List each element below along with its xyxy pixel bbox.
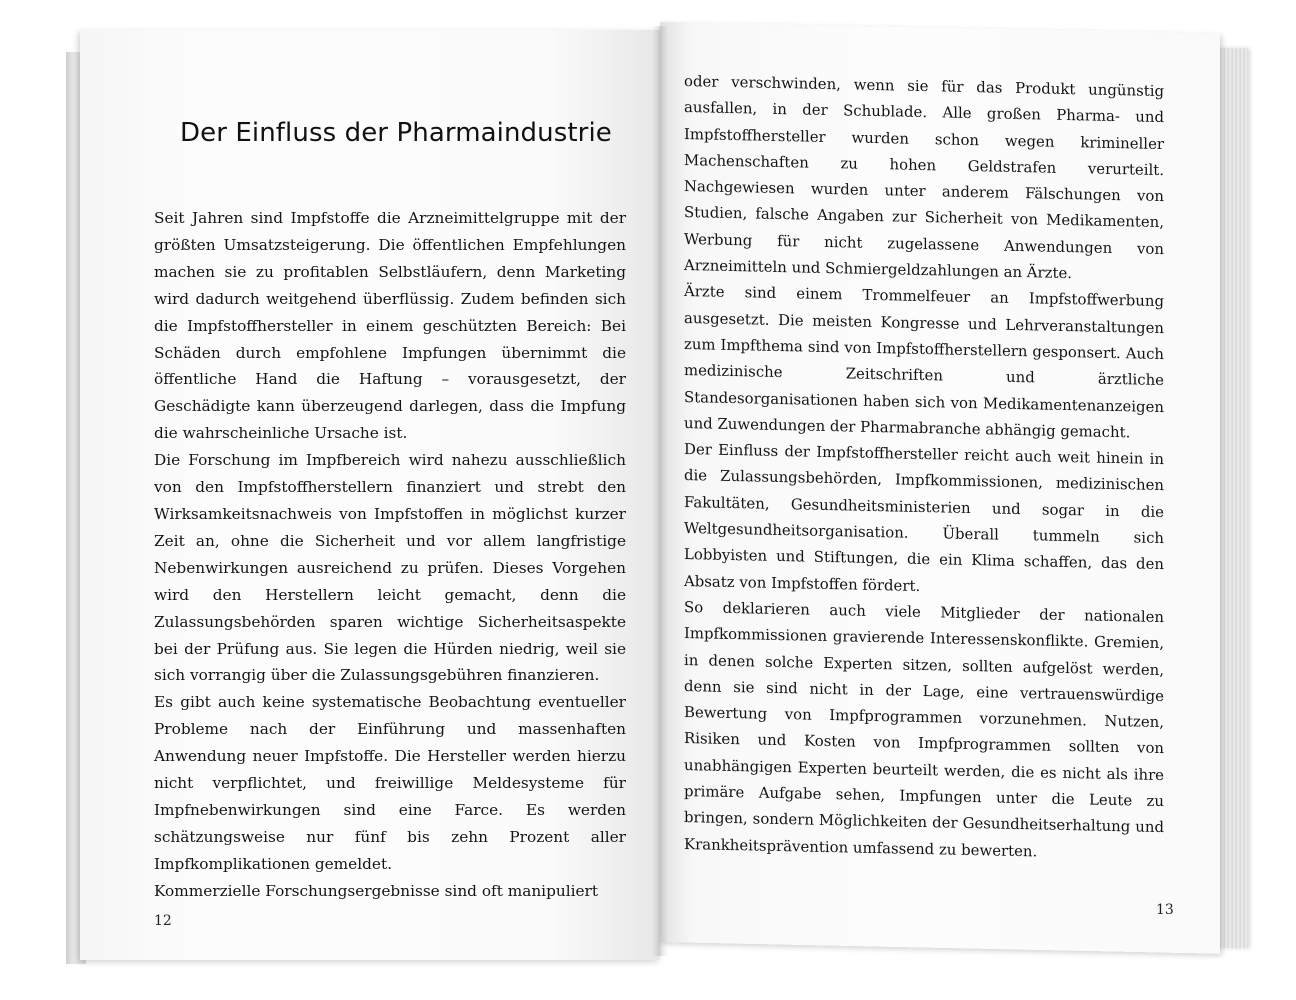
paragraph: Die Forschung im Impfbereich wird nahezu ausschließlich von den Impfstoffherstellern finanziert und strebt den Wirksamkeitsnachweis von Impfstoffen in möglichst kurzer Zeit an, ohne die Sicherheit und vor allem langfristige Nebenwirkungen ausreichend zu prüfen. Dieses Vorgehen wird den Herstellern leicht gemacht, denn die Zulassungsbehörden sparen wichtige Sicherheitsaspekte bei der Prüfung aus. Sie legen die Hürden niedrig, weil sie sich vorrangig über die Zulassungsgebühren finanzieren. xyxy=(154,451,626,685)
paragraph: Ärzte sind einem Trommelfeuer an Impfstoffwerbung ausgesetzt. Die meisten Kongresse und Lehrveranstaltungen zum Impfthema sind von Impfstoffherstellern gesponsert. Auch medizinische Zeitschriften und ärztliche Standesorganisationen haben sich von Medikamentenanzeigen und Zuwendungen der Pharmabranche abhängig gemacht. xyxy=(684,282,1164,442)
paragraph: Der Einfluss der Impfstoffhersteller reicht auch weit hinein in die Zulassungsbehörden, Impfkommissionen, medizinischen Fakultäten, Gesundheitsministerien und sogar in die Weltgesundheitsorganisation. Überall tummeln sich Lobbyisten und Stiftungen, die ein Klima schaffen, das den Absatz von Impfstoffen fördert. xyxy=(684,440,1164,595)
paragraph: Seit Jahren sind Impfstoffe die Arzneimittelgruppe mit der größten Umsatzsteigerung. Die öffentlichen Empfehlungen machen sie zu profitablen Selbstläufern, denn Marketing wird dadurch weitgehend überflüssig. Zudem befinden sich die Impfstoffhersteller in einem geschützten Bereich: Bei Schäden durch empfohlene Impfungen übernimmt die öffentliche Hand die Haftung – vorausgesetzt, der Geschädigte kann überzeugend darlegen, dass die Impfung die wahrscheinliche Ursache ist. xyxy=(154,209,626,443)
right-page-text xyxy=(684,68,1164,867)
paragraph: So deklarieren auch viele Mitglieder der nationalen Impfkommissionen gravierende Interessenskonflikte. Gremien, in denen solche Experten sitzen, sollten aufgelöst werden, denn sie sind nicht in der Lage, eine vertrauenswürdige Bewertung von Impfprogrammen vorzunehmen. Nutzen, Risiken und Kosten von Impfprogrammen sollten von unabhängigen Experten beurteilt werden, die es nicht als ihre primäre Aufgabe sehen, Impfungen unter die Leute zu bringen, sondern Möglichkeiten der Gesundheitserhaltung und Krankheitsprävention umfassend zu bewerten. xyxy=(684,597,1164,861)
paragraph: Kommerzielle Forschungsergebnisse sind oft manipuliert xyxy=(154,881,599,900)
book-gutter xyxy=(652,26,668,956)
paragraph: Es gibt auch keine systematische Beobachtung eventueller Probleme nach der Einführung und massenhaften Anwendung neuer Impfstoffe. Die Hersteller werden hierzu nicht verpflichtet, und freiwillige Meldesysteme für Impfnebenwirkungen sind eine Farce. Es werden schätzungsweise nur fünf bis zehn Prozent aller Impfkomplikationen gemeldet. xyxy=(154,693,626,873)
paragraph: oder verschwinden, wenn sie für das Produkt ungünstig ausfallen, in der Schublade. Alle großen Pharma- und Impfstoffhersteller wurden schon wegen krimineller Machenschaften zu hohen Geldstrafen verurteilt. Nachgewiesen wurden unter anderem Fälschungen von Studien, falsche Angaben zur Sicherheit von Medikamenten, Werbung für nicht zugelassene Anwendungen von Arzneimitteln und Schmiergeldzahlungen an Ärzte. xyxy=(684,72,1164,283)
chapter-title: Der Einfluss der Pharmaindustrie xyxy=(180,118,612,148)
page-number-left: 12 xyxy=(154,913,172,929)
page-number-right: 13 xyxy=(1156,902,1174,918)
left-page-text xyxy=(154,205,626,905)
